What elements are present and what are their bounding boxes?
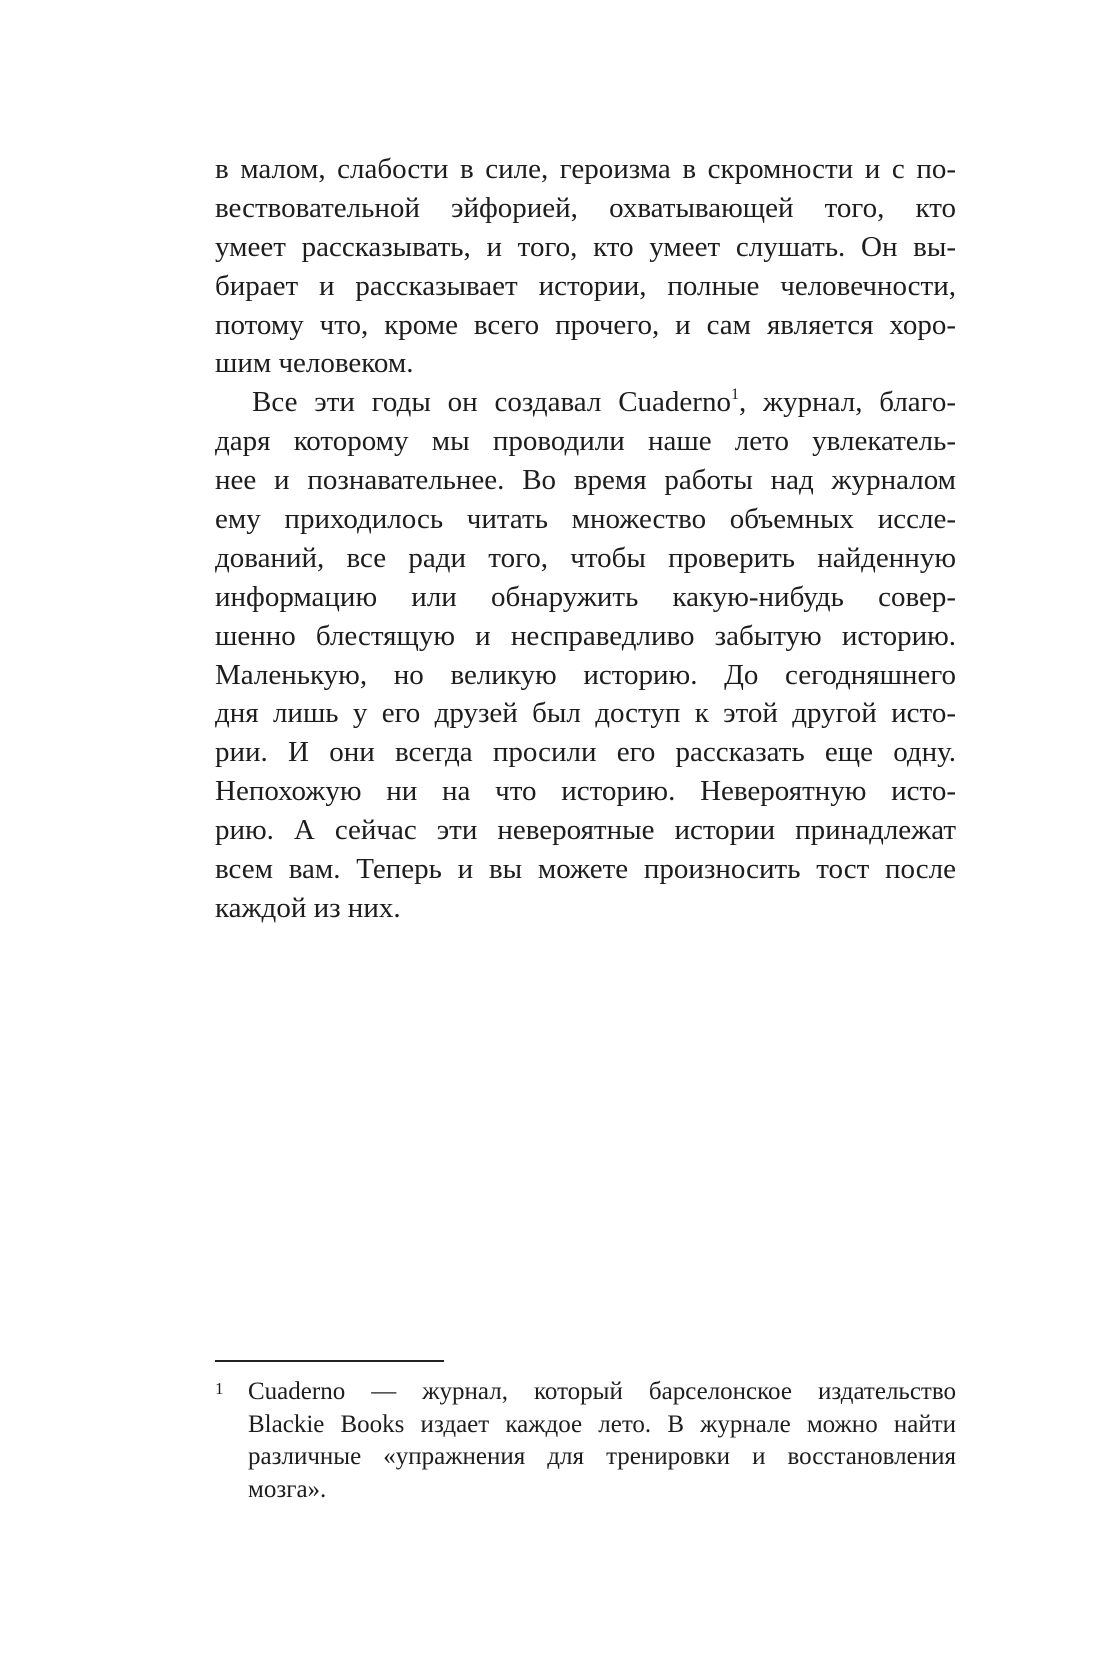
footnote-line: мозга». (248, 1476, 327, 1504)
paragraph-1 (215, 150, 956, 383)
footnote-number: 1 (215, 1379, 224, 1398)
footnote-divider (215, 1360, 444, 1362)
text-line (215, 383, 956, 422)
text-line: дований, все ради того, чтобы проверить найденную (215, 541, 956, 574)
text-line: Непохожую ни на что историю. Невероятную исто- (215, 775, 956, 808)
footnote-reference[interactable]: 1 (730, 386, 739, 404)
text-line: рию. А сейчас эти невероятные истории принадлежат (215, 814, 956, 847)
text-line: даря которому мы проводили наше лето увлекатель- (215, 425, 956, 458)
text-line: информацию или обнаружить какую-нибудь совер- (215, 580, 956, 613)
text-span: , журнал, благо- (738, 386, 956, 419)
text-line: дня лишь у его друзей был доступ к этой другой исто- (215, 697, 956, 730)
text-line: всем вам. Теперь и вы можете произносить тост после (215, 853, 956, 886)
text-line: ему приходилось читать множество объемных иссле- (215, 503, 956, 536)
text-span: Все эти годы он создавал Cuaderno (252, 386, 731, 419)
paragraph-2 (215, 383, 956, 927)
text-line: шим человеком. (215, 347, 414, 380)
text-line: нее и познавательнее. Во время работы над журналом (215, 464, 956, 497)
text-line: каждой из них. (215, 891, 401, 924)
text-line: рии. И они всегда просили его рассказать еще одну. (215, 736, 956, 769)
text-line: в малом, слабости в силе, героизма в скромности и с по- (215, 153, 956, 185)
footnote-line: Blackie Books издает каждое лето. В журнале можно найти (248, 1410, 956, 1438)
text-line: вествовательной эйфорией, охватывающей того, кто (215, 191, 956, 224)
text-line: потому что, кроме всего прочего, и сам является хоро- (215, 308, 956, 341)
text-line: шенно блестящую и несправедливо забытую историю. (215, 619, 956, 652)
text-line: бирает и рассказывает истории, полные человечности, (215, 269, 956, 302)
footnote-line: различные «упражнения для тренировки и восстановления (248, 1443, 956, 1471)
text-line: Маленькую, но великую историю. До сегодняшнего (215, 658, 956, 691)
text-line: умеет рассказывать, и того, кто умеет слушать. Он вы- (215, 230, 956, 263)
footnote-line: Cuaderno — журнал, который барселонское издательство (248, 1378, 956, 1405)
body-text (215, 150, 956, 928)
footnote (215, 1376, 956, 1507)
